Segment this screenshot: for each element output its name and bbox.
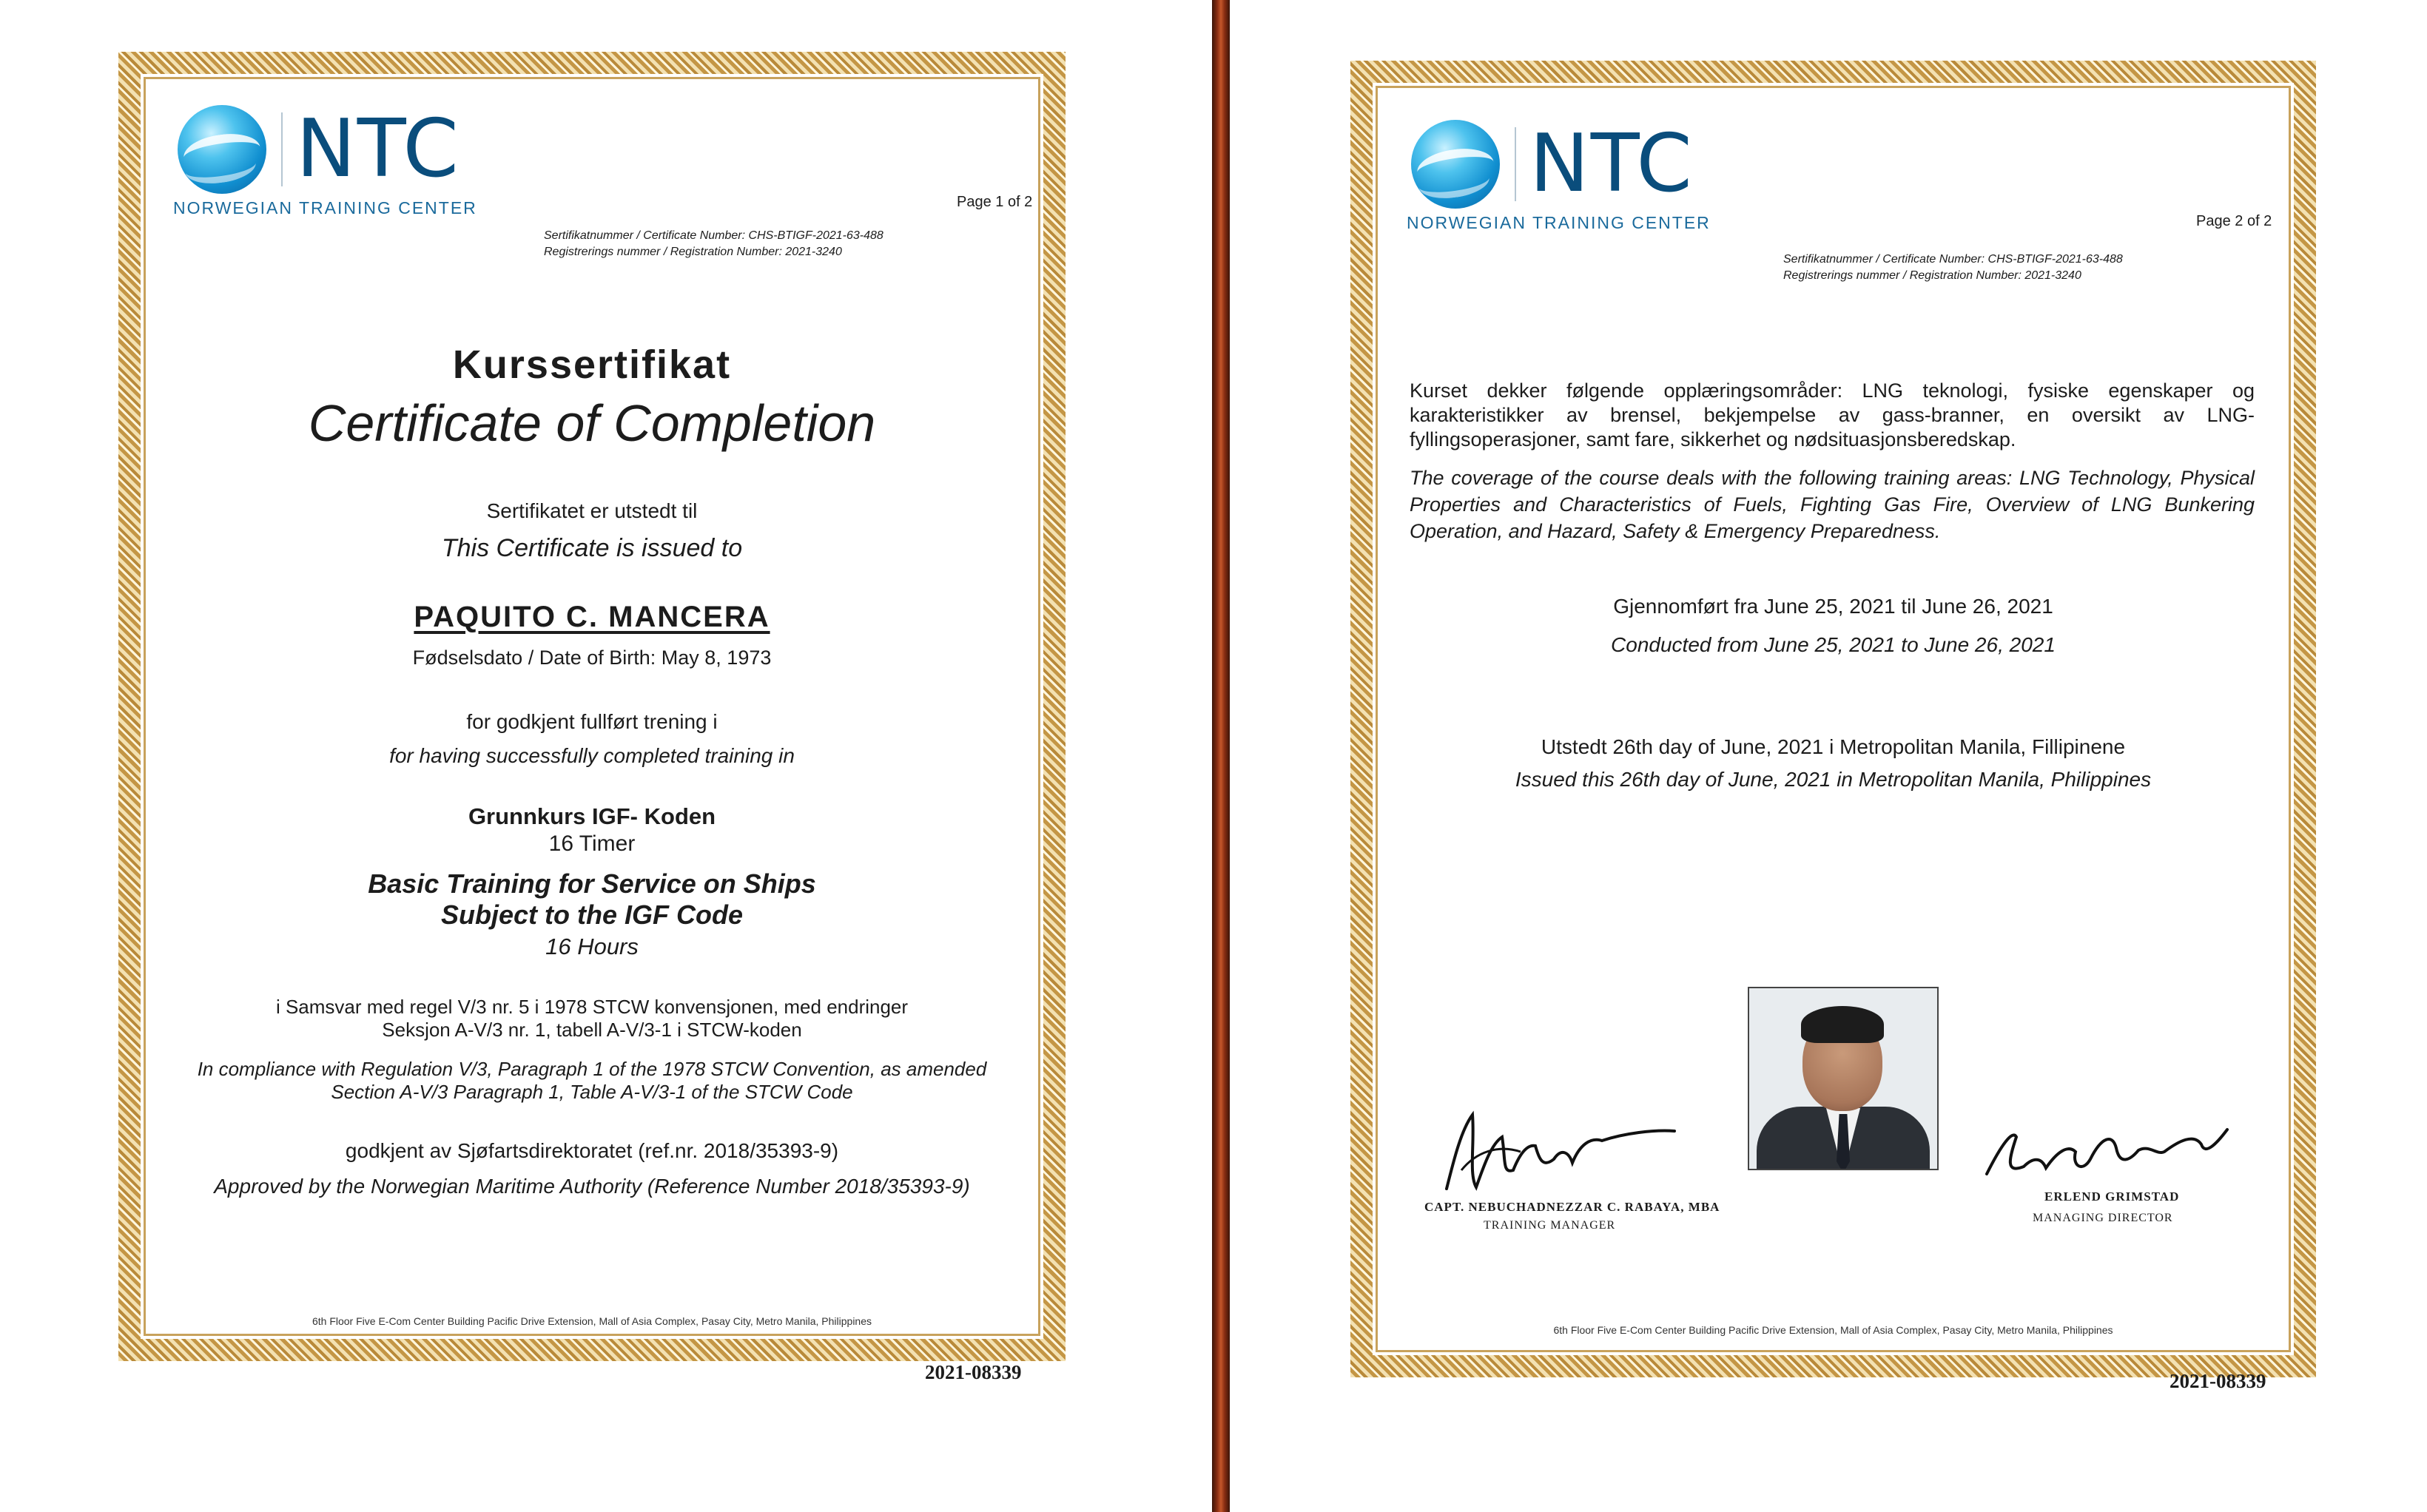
coverage-norwegian: Kurset dekker følgende opplæringsområder: LNG teknologi, fysiske egenskaper og karakteristikker av brensel, bekjempelse av gass-branner, en oversikt av LNG-fyllingsoperasjoner, samt fare, sikkerhet og nødsituasjonsberedskap. (1410, 379, 2255, 450)
course-title-english-line1: Basic Training for Service on Ships (368, 868, 816, 899)
registration-number: Registrerings nummer / Registration Number: 2021-3240 (1783, 269, 2081, 282)
serial-number-page-1: 2021-08339 (925, 1361, 1022, 1383)
approved-english: Approved by the Norwegian Maritime Authority (Reference Number 2018/35393-9) (214, 1175, 970, 1198)
conducted-norwegian: Gjennomført fra June 25, 2021 til June 26, 2021 (1613, 595, 2053, 618)
signatory-1-name: CAPT. NEBUCHADNEZZAR C. RABAYA, MBA (1424, 1200, 1720, 1214)
signatory-1-role: TRAINING MANAGER (1484, 1219, 1616, 1232)
dob-label: Fødselsdato / Date of Birth: (412, 647, 656, 669)
logo-subtitle: NORWEGIAN TRAINING CENTER (1407, 213, 1711, 232)
signatory-2-role: MANAGING DIRECTOR (2033, 1212, 2173, 1224)
approved-norwegian: godkjent av Sjøfartsdirektoratet (ref.nr. 2018/35393-9) (345, 1139, 839, 1162)
globe-logo-icon (1411, 120, 1500, 209)
logo-name: NTC (1529, 118, 1694, 210)
course-hours-norwegian: 16 Timer (548, 831, 636, 856)
issued-english: Issued this 26th day of June, 2021 in Metropolitan Manila, Philippines (1515, 768, 2152, 791)
registration-number: Registrerings nummer / Registration Number: 2021-3240 (544, 246, 842, 258)
completed-english: for having successfully completed training in (389, 744, 795, 767)
dob-value: May 8, 1973 (661, 647, 772, 669)
recipient-name: PAQUITO C. MANCERA (414, 601, 770, 633)
completed-norwegian: for godkjent fullført trening i (466, 710, 718, 733)
conducted-english: Conducted from June 25, 2021 to June 26, 2021 (1611, 633, 2056, 656)
certificate-number: Sertifikatnummer / Certificate Number: CHS-BTIGF-2021-63-488 (1783, 253, 2123, 266)
title-norwegian: Kurssertifikat (452, 342, 732, 387)
compliance-norwegian-line1: i Samsvar med regel V/3 nr. 5 i 1978 STCW konvensjonen, med endringer (275, 996, 909, 1018)
certificate-page-2 (1350, 61, 2316, 1377)
globe-logo-icon (178, 105, 266, 194)
footer-address: 6th Floor Five E-Com Center Building Pacific Drive Extension, Mall of Asia Complex, Pasay City, Metro Manila, Philippines (1553, 1324, 2113, 1336)
issued-to-english: This Certificate is issued to (441, 534, 743, 562)
course-title-english-line2: Subject to the IGF Code (440, 900, 743, 930)
certificate-number: Sertifikatnummer / Certificate Number: CHS-BTIGF-2021-63-488 (544, 229, 883, 242)
course-hours-english: 16 Hours (545, 934, 639, 959)
page-label: Page 2 of 2 (2196, 213, 2272, 229)
binding-spine (1212, 0, 1230, 1512)
signature-managing-director (1979, 1115, 2231, 1196)
footer-address: 6th Floor Five E-Com Center Building Pacific Drive Extension, Mall of Asia Complex, Pasay City, Metro Manila, Philippines (312, 1315, 872, 1327)
serial-number-page-2: 2021-08339 (2170, 1370, 2266, 1392)
ntc-logo (173, 103, 488, 223)
ntc-logo (1407, 118, 1722, 238)
signatory-2-name: ERLEND GRIMSTAD (2044, 1189, 2180, 1204)
page-label: Page 1 of 2 (957, 194, 1033, 210)
holder-photo (1748, 987, 1939, 1170)
issued-norwegian: Utstedt 26th day of June, 2021 i Metropolitan Manila, Fillipinene (1541, 735, 2126, 758)
logo-subtitle: NORWEGIAN TRAINING CENTER (173, 198, 477, 217)
coverage-english: The coverage of the course deals with the following training areas: LNG Technology, Physical Properties and Characteristics of Fuels, Fighting Gas Fire, Overview of LNG Bunkering Operation, and Hazard, Safety & Emergency Preparedness. (1410, 467, 2255, 542)
issued-to-norwegian: Sertifikatet er utstedt til (486, 499, 698, 522)
compliance-english-line1: In compliance with Regulation V/3, Paragraph 1 of the 1978 STCW Convention, as amended (197, 1058, 987, 1080)
signature-training-manager (1432, 1100, 1676, 1204)
certificate-page-1 (118, 52, 1066, 1361)
logo-name: NTC (296, 103, 460, 195)
course-title-norwegian: Grunnkurs IGF- Koden (468, 803, 716, 829)
date-of-birth (118, 647, 1066, 669)
compliance-english-line2: Section A-V/3 Paragraph 1, Table A-V/3-1 of the STCW Code (331, 1081, 853, 1103)
compliance-norwegian-line2: Seksjon A-V/3 nr. 1, tabell A-V/3-1 i STCW-koden (382, 1019, 802, 1041)
title-english: Certificate of Completion (308, 394, 876, 452)
